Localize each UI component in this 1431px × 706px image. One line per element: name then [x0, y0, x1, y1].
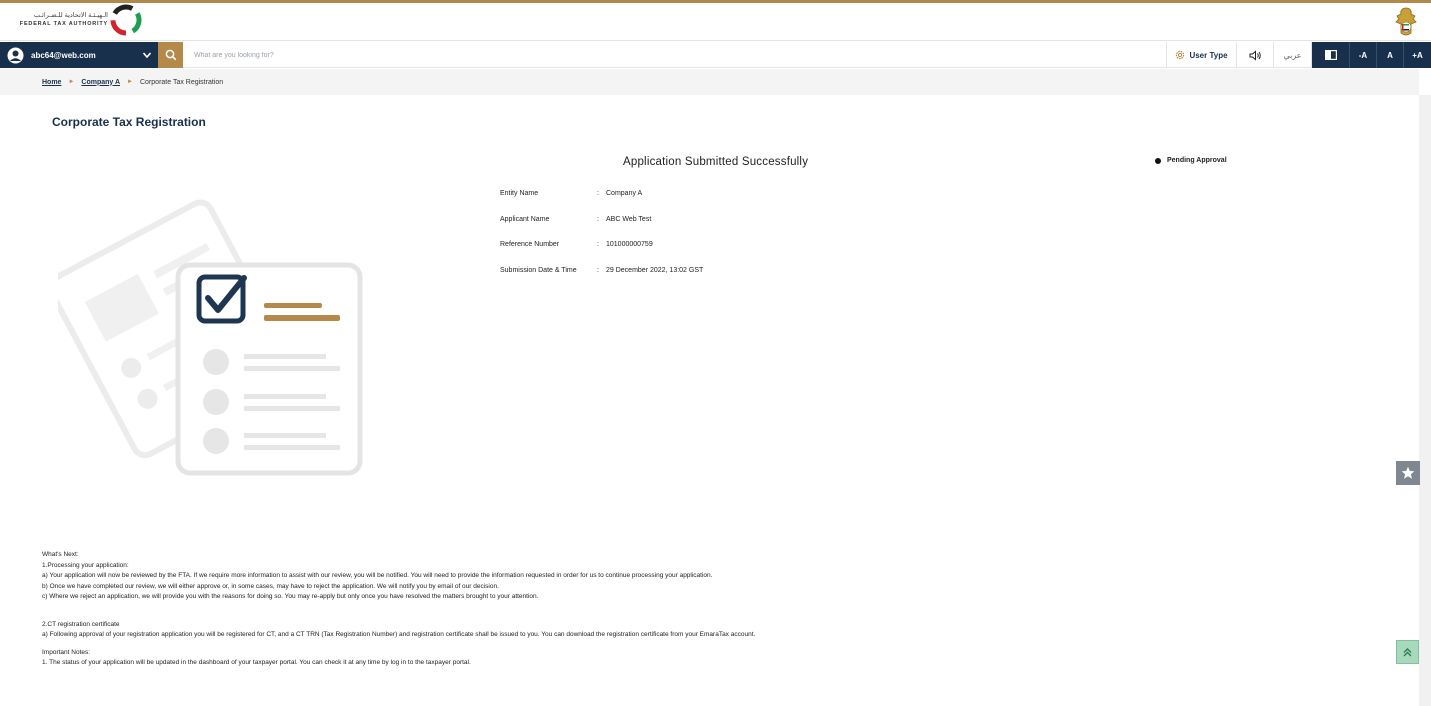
- user-type-button[interactable]: [1166, 42, 1236, 68]
- font-decrease-button[interactable]: -A: [1349, 42, 1376, 68]
- font-normal-button[interactable]: A: [1376, 42, 1403, 68]
- user-avatar-icon: [7, 47, 24, 64]
- detail-separator: :: [597, 266, 599, 274]
- user-email: abc64@web.com: [31, 50, 96, 60]
- contrast-toggle-button[interactable]: [1311, 42, 1349, 68]
- top-toolbar: [0, 42, 1431, 68]
- processing-item-b: b) Once we have completed our review, we will either approve or, in some cases, may have to reject the application. We will notify you by email of our decision.: [42, 582, 499, 590]
- status-label: Pending Approval: [1167, 157, 1227, 164]
- detail-label: Reference Number: [500, 241, 560, 248]
- chevron-down-icon[interactable]: [142, 50, 152, 60]
- page-title: Corporate Tax Registration: [52, 115, 206, 129]
- back-to-top-button[interactable]: [1396, 640, 1419, 664]
- detail-value: ABC Web Test: [606, 215, 652, 223]
- important-note-1: 1. The status of your application will be updated in the dashboard of your taxpayer portal. You can check it at any time by log in to the taxpayer portal.: [42, 659, 471, 666]
- submission-details: [500, 190, 703, 292]
- contrast-icon: [1325, 50, 1337, 60]
- logo-english-text: FEDERAL TAX AUTHORITY: [19, 21, 108, 27]
- success-heading: Application Submitted Successfully: [623, 156, 809, 168]
- processing-heading: 1.Processing your application:: [42, 561, 129, 569]
- breadcrumb-company-link[interactable]: Company A: [81, 78, 121, 86]
- search-icon: [165, 49, 177, 61]
- user-menu[interactable]: [0, 42, 158, 68]
- double-chevron-up-icon: [1402, 647, 1413, 658]
- detail-row-reference-number: [500, 241, 703, 267]
- detail-value: 29 December 2022, 13:02 GST: [606, 266, 704, 274]
- whats-next-section: [42, 550, 755, 669]
- detail-row-submission-date: [500, 267, 703, 293]
- fta-logo-text[interactable]: [0, 12, 108, 28]
- uae-emblem-icon: [1392, 6, 1420, 38]
- detail-label: Entity Name: [500, 190, 539, 197]
- arabic-language-button[interactable]: عربي: [1273, 42, 1311, 68]
- gear-icon: [1175, 50, 1185, 60]
- detail-label: Submission Date & Time: [500, 266, 577, 274]
- certificate-heading: 2.CT registration certificate: [42, 620, 120, 628]
- star-icon: [1401, 466, 1415, 480]
- logo-arabic-text: الـهيـئـة الاتحادية للـضـرائـب: [33, 12, 108, 19]
- breadcrumb-arrow-icon: ►: [127, 79, 133, 85]
- detail-value: 101000000759: [606, 241, 653, 248]
- fta-logo-icon[interactable]: [110, 4, 142, 36]
- processing-item-a: a) Your application will now be reviewed by the FTA. If we require more information to assist with our review, you will be notified. You will need to provide the information requested in order for us to continue processing your application.: [42, 572, 713, 579]
- detail-row-applicant-name: [500, 216, 703, 242]
- font-increase-button[interactable]: +A: [1403, 42, 1431, 68]
- search-button[interactable]: [158, 42, 183, 68]
- search-input[interactable]: [184, 42, 1084, 68]
- processing-item-c: c) Where we reject an application, we will provide you with the reasons for doing so. You may re-apply but only once you have resolved the matters brought to your attention.: [42, 593, 539, 600]
- site-header: [0, 3, 1431, 41]
- whats-next-heading: What's Next:: [42, 551, 79, 558]
- detail-separator: :: [597, 241, 599, 248]
- breadcrumb-current: Corporate Tax Registration: [140, 78, 224, 86]
- user-type-label: User Type: [1189, 50, 1228, 60]
- text-to-speech-button[interactable]: [1236, 42, 1273, 68]
- detail-value: Company A: [606, 190, 643, 197]
- speaker-icon: [1249, 50, 1262, 61]
- breadcrumb: [0, 69, 1419, 95]
- detail-separator: :: [597, 190, 599, 197]
- breadcrumb-arrow-icon: ►: [68, 79, 75, 85]
- spacer: [42, 603, 755, 620]
- detail-row-entity-name: [500, 190, 703, 216]
- breadcrumb-home-link[interactable]: Home: [42, 78, 62, 86]
- application-submitted-illustration: [58, 190, 370, 485]
- status-dot-icon: [1155, 158, 1161, 164]
- page-scrollbar[interactable]: [1419, 95, 1431, 706]
- detail-separator: :: [597, 215, 599, 223]
- favorite-button[interactable]: [1396, 461, 1420, 485]
- important-notes-heading: Important Notes:: [42, 648, 91, 656]
- status-badge: [1155, 157, 1227, 164]
- spacer: [42, 641, 755, 648]
- detail-label: Applicant Name: [500, 215, 550, 223]
- certificate-item-a: a) Following approval of your registration application you will be registered for CT, and a CT TRN (Tax Registration Number) and registration certificate shall be issued to you. You can download the registration certificate from your EmaraTax account.: [42, 631, 756, 638]
